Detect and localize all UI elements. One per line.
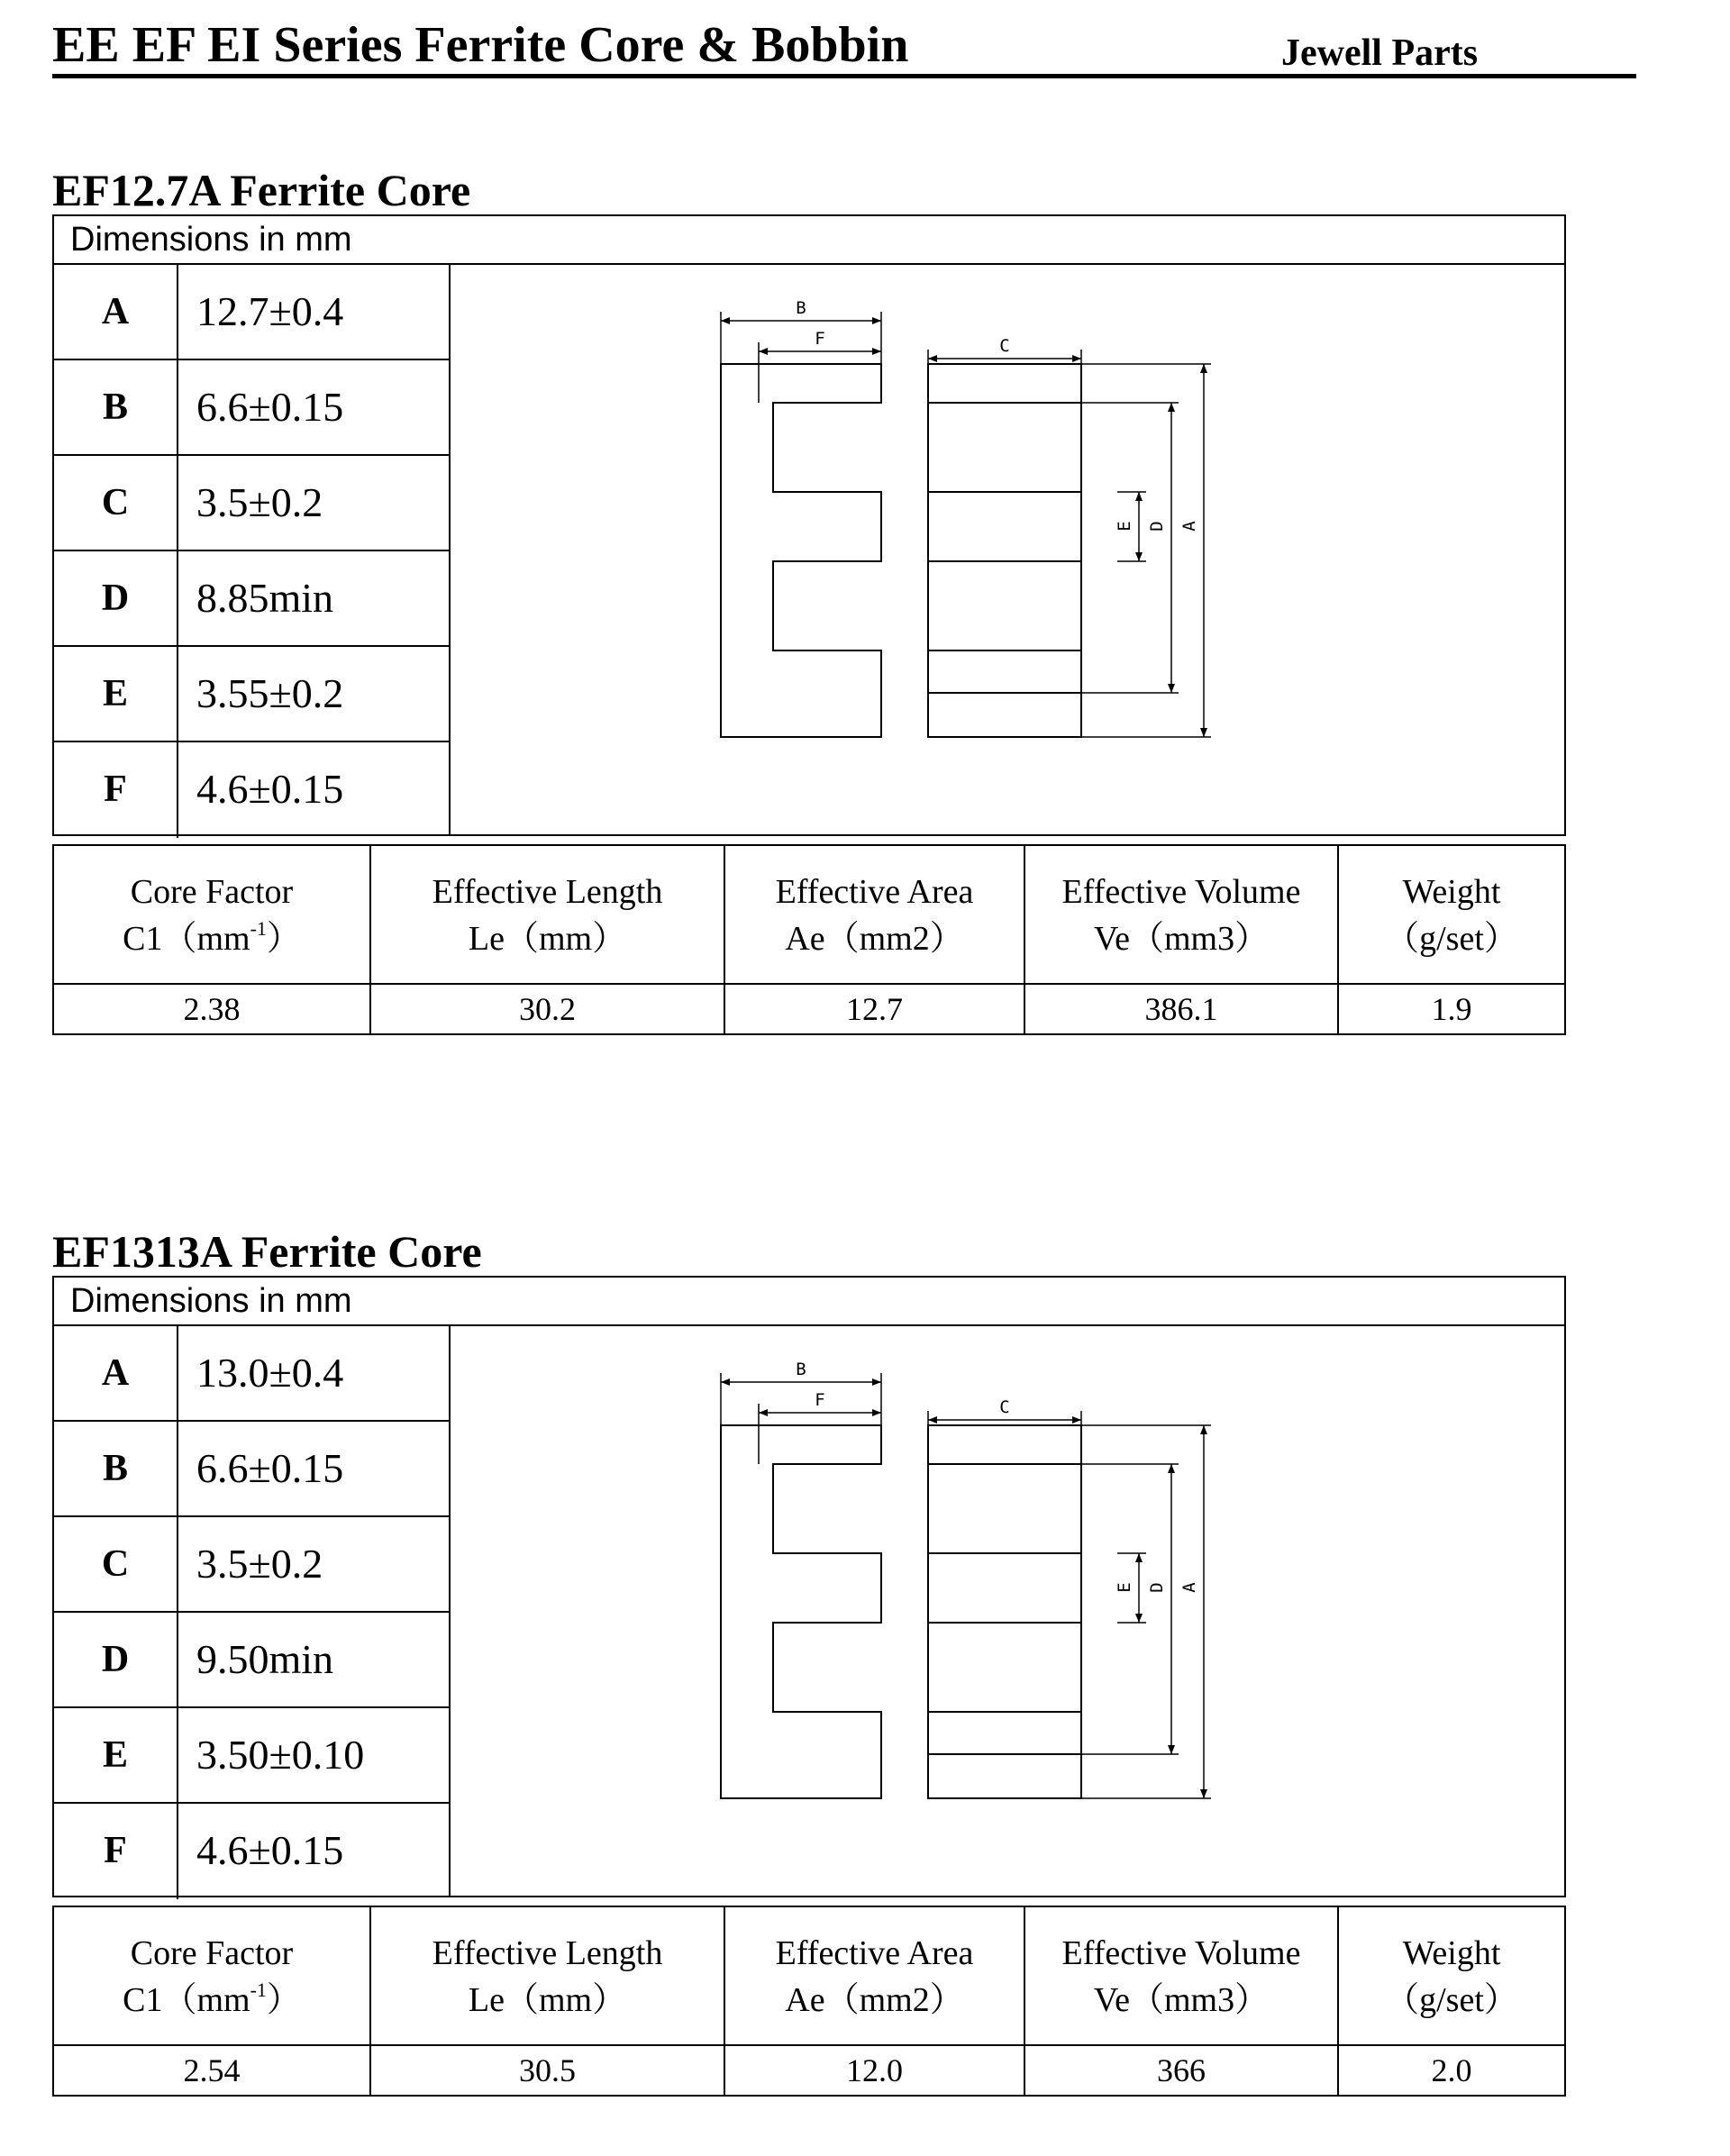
property-header — [725, 1907, 1024, 2046]
dimensions-panel — [52, 214, 1566, 836]
arrowhead — [1168, 1745, 1175, 1754]
brand-name: Jewell Parts — [1281, 32, 1479, 74]
property-header — [54, 846, 369, 985]
property-value: 12.0 — [846, 2052, 903, 2088]
arrowhead — [1200, 364, 1207, 373]
dimension-letter: D — [54, 551, 178, 645]
property-name: Core Factor — [130, 1934, 294, 1972]
arrowhead — [928, 1416, 937, 1424]
arrowhead — [759, 348, 768, 355]
dimensions-header: Dimensions in mm — [54, 216, 1564, 265]
arrowhead — [872, 348, 881, 355]
dimension-row-d — [54, 1613, 449, 1708]
dimension-value: 4.6±0.15 — [196, 766, 344, 812]
arrowhead — [1200, 1789, 1207, 1798]
dimension-letter: B — [54, 360, 178, 454]
dimension-value: 3.5±0.2 — [196, 479, 323, 525]
dimension-value: 3.5±0.2 — [196, 1541, 323, 1587]
property-header — [1339, 846, 1564, 985]
dimension-letter: D — [54, 1613, 178, 1706]
dimension-value: 3.55±0.2 — [196, 670, 344, 716]
arrowhead — [1135, 492, 1143, 501]
title-underline — [52, 74, 1636, 78]
property-name: Effective Volume — [1061, 1934, 1301, 1972]
label-a: A — [1179, 521, 1199, 532]
core-properties-table — [52, 844, 1566, 1035]
core-outline-svg — [451, 1326, 1564, 1896]
property-column-effective-area — [725, 1907, 1025, 2095]
dimension-row-a — [54, 265, 449, 360]
dimension-row-c — [54, 1517, 449, 1613]
dimension-row-b — [54, 1422, 449, 1517]
dimension-letter: A — [54, 1326, 178, 1420]
core-outline-drawing — [451, 265, 1564, 834]
dimension-letter: C — [54, 1517, 178, 1611]
dimension-row-f — [54, 742, 449, 838]
arrowhead — [1135, 552, 1143, 561]
property-name: Weight — [1402, 1934, 1501, 1972]
core-outline-svg — [451, 265, 1564, 834]
dimension-value: 9.50min — [196, 1636, 334, 1682]
dimension-value: 13.0±0.4 — [196, 1350, 344, 1396]
property-header — [371, 846, 724, 985]
property-name: Effective Length — [432, 1934, 663, 1972]
core-section-ef1313a — [0, 1226, 1730, 2130]
property-name: Effective Area — [775, 873, 974, 911]
dimension-row-e — [54, 647, 449, 742]
dimension-letter: C — [54, 456, 178, 550]
property-header — [1339, 1907, 1564, 2046]
property-unit: Le（mm） — [468, 920, 627, 958]
property-value: 2.54 — [183, 2052, 241, 2088]
label-e: E — [1115, 1582, 1134, 1593]
arrowhead — [928, 355, 937, 362]
label-d: D — [1147, 521, 1167, 532]
arrowhead — [1200, 1425, 1207, 1434]
property-value: 1.9 — [1431, 991, 1472, 1027]
dimension-row-a — [54, 1326, 449, 1422]
property-column-core-factor — [54, 846, 371, 1033]
arrowhead — [1072, 1416, 1081, 1424]
e-core-side-view — [721, 364, 881, 737]
property-column-weight — [1339, 846, 1564, 1033]
dimension-letter: B — [54, 1422, 178, 1515]
dimension-value: 4.6±0.15 — [196, 1827, 344, 1873]
property-unit: Ae（mm2） — [785, 920, 964, 958]
e-core-side-view — [721, 1425, 881, 1798]
property-name: Weight — [1402, 873, 1501, 911]
dimensions-panel — [52, 1276, 1566, 1897]
document-title: EE EF EI Series Ferrite Core & Bobbin — [52, 17, 909, 73]
property-value: 30.5 — [519, 2052, 576, 2088]
property-unit: $C1(mm^{-1})$ — [123, 1979, 301, 2019]
label-c: C — [999, 1397, 1010, 1417]
property-column-core-factor — [54, 1907, 371, 2095]
property-header — [54, 1907, 369, 2046]
dimensions-list — [54, 265, 451, 834]
arrowhead — [1135, 1614, 1143, 1623]
label-b: B — [796, 298, 806, 318]
core-properties-table — [52, 1906, 1566, 2097]
property-unit: $C1(mm^{-1})$ — [123, 917, 301, 958]
property-name: Core Factor — [130, 873, 294, 911]
property-header — [371, 1907, 724, 2046]
label-a: A — [1179, 1582, 1199, 1593]
property-value: 386.1 — [1144, 991, 1218, 1027]
arrowhead — [721, 317, 730, 324]
property-header — [1025, 846, 1337, 985]
arrowhead — [1168, 1464, 1175, 1473]
dimension-letter: E — [54, 1708, 178, 1802]
property-unit: Ae（mm2） — [785, 1981, 964, 2019]
core-outline-drawing — [451, 1326, 1564, 1896]
property-value: 30.2 — [519, 991, 576, 1027]
dimension-value: 6.6±0.15 — [196, 1445, 344, 1491]
property-unit: Le（mm） — [468, 1981, 627, 2019]
dimension-row-e — [54, 1708, 449, 1804]
dimension-row-b — [54, 360, 449, 456]
property-header — [1025, 1907, 1337, 2046]
arrowhead — [872, 1378, 881, 1386]
property-column-effective-volume — [1025, 846, 1339, 1033]
section-title: EF12.7A Ferrite Core — [52, 165, 471, 215]
label-e: E — [1115, 521, 1134, 532]
dimensions-list — [54, 1326, 451, 1896]
property-value: 2.0 — [1431, 2052, 1472, 2088]
dimension-row-f — [54, 1804, 449, 1899]
arrowhead — [872, 1409, 881, 1416]
property-column-effective-area — [725, 846, 1025, 1033]
property-unit: （g/set） — [1385, 1981, 1518, 2019]
arrowhead — [1168, 684, 1175, 693]
arrowhead — [759, 1409, 768, 1416]
property-unit: （g/set） — [1385, 920, 1518, 958]
core-front-view — [928, 364, 1081, 737]
dimension-value: 6.6±0.15 — [196, 384, 344, 430]
property-column-effective-volume — [1025, 1907, 1339, 2095]
label-b: B — [796, 1360, 806, 1379]
property-name: Effective Volume — [1061, 873, 1301, 911]
dimension-letter: A — [54, 265, 178, 359]
core-front-view — [928, 1425, 1081, 1798]
arrowhead — [1135, 1553, 1143, 1562]
label-d: D — [1147, 1582, 1167, 1593]
arrowhead — [872, 317, 881, 324]
property-value: 2.38 — [183, 991, 241, 1027]
dimension-letter: F — [54, 1804, 178, 1899]
dimension-letter: E — [54, 647, 178, 741]
dimension-letter: F — [54, 742, 178, 838]
property-header — [725, 846, 1024, 985]
property-value: 366 — [1157, 2052, 1206, 2088]
property-column-weight — [1339, 1907, 1564, 2095]
property-unit: Ve（mm3） — [1093, 920, 1270, 958]
property-value: 12.7 — [846, 991, 903, 1027]
property-column-effective-length — [371, 846, 725, 1033]
label-f: F — [815, 329, 825, 349]
core-section-ef12-7a — [0, 165, 1730, 1069]
label-c: C — [999, 336, 1010, 356]
arrowhead — [721, 1378, 730, 1386]
arrowhead — [1072, 355, 1081, 362]
property-name: Effective Length — [432, 873, 663, 911]
dimension-value: 3.50±0.10 — [196, 1732, 365, 1778]
arrowhead — [1200, 728, 1207, 737]
property-name: Effective Area — [775, 1934, 974, 1972]
dimension-value: 8.85min — [196, 575, 334, 621]
label-f: F — [815, 1390, 825, 1410]
dimension-value: 12.7±0.4 — [196, 288, 344, 334]
property-column-effective-length — [371, 1907, 725, 2095]
dimensions-header: Dimensions in mm — [54, 1278, 1564, 1326]
dimension-row-c — [54, 456, 449, 551]
section-title: EF1313A Ferrite Core — [52, 1226, 482, 1277]
dimension-row-d — [54, 551, 449, 647]
property-unit: Ve（mm3） — [1093, 1981, 1270, 2019]
arrowhead — [1168, 403, 1175, 412]
